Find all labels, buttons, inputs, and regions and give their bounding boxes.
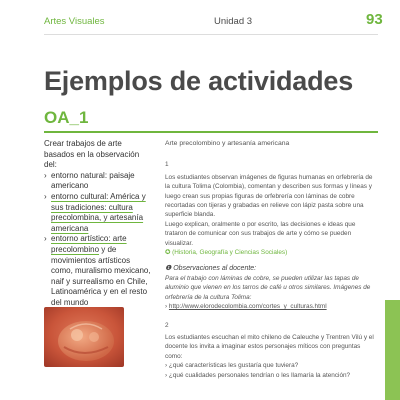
chevron-right-icon: › bbox=[165, 303, 168, 311]
chevron-right-icon: › bbox=[44, 170, 47, 180]
activity-text: Los estudiantes observan imágenes de figuras humanas en orfebrería de la cultura Tolima (Colombia), comentan y describen sus formas y líneas y luego crean sus propias figuras de orfebrería con láminas de cobre recortadas con tijeras y grabadas en relieve con lápiz pasta sobre una superficie blanda. bbox=[165, 173, 373, 219]
header-divider bbox=[44, 34, 378, 35]
copper-figure-photo bbox=[44, 307, 124, 367]
page-number: 93 bbox=[366, 11, 383, 28]
question-item: › ¿qué cualidades personales tendrían o les llamaría la atención? bbox=[165, 371, 351, 379]
objective-column bbox=[44, 139, 152, 309]
crosslink-icon: ✪ bbox=[165, 249, 171, 257]
curriculum-link-ref: ✪ (Historia, Geografía y Ciencias Sociales) bbox=[165, 249, 288, 257]
teacher-notes-heading: ❶ Observaciones al docente: bbox=[165, 265, 257, 273]
objective-item: › entorno cultural: América y sus tradiciones: cultura precolombina, y artesanía americana bbox=[44, 191, 146, 233]
unit-label: Unidad 3 bbox=[214, 16, 253, 27]
teacher-notes-link-row bbox=[165, 302, 377, 311]
objective-intro: Crear trabajos de arte basados en la observación del: bbox=[44, 139, 140, 170]
activity-text: Luego explican, oralmente o por escrito, las decisiones e ideas que trataron de comunicar con sus trabajos de arte y cómo se pueden visualizar. bbox=[165, 220, 356, 247]
page-header bbox=[0, 0, 400, 46]
chevron-right-icon: › bbox=[44, 191, 47, 201]
subject-label: Artes Visuales bbox=[44, 16, 105, 27]
info-icon: ❶ bbox=[165, 265, 172, 273]
objective-item: › entorno natural: paisaje americano bbox=[44, 170, 135, 191]
objective-item: › entorno artístico: arte precolombino y de movimientos artísticos como, muralismo mexicano, naif y surrealismo en Chile, Latinoamérica y en el resto del mundo bbox=[44, 234, 151, 307]
activities-column bbox=[165, 139, 377, 380]
activity-number: 1 bbox=[165, 161, 169, 169]
chevron-right-icon: › bbox=[44, 234, 47, 244]
oa-divider bbox=[44, 131, 378, 133]
side-tab bbox=[385, 300, 400, 400]
chevron-right-icon: › bbox=[165, 371, 168, 379]
page-title: Ejemplos de actividades bbox=[44, 66, 354, 96]
question-item: › ¿qué características les gustaría que tuviera? bbox=[165, 362, 299, 370]
resource-link[interactable]: http://www.elorodecolombia.com/cortes_y_culturas.html bbox=[168, 303, 327, 311]
activity-number: 2 bbox=[165, 321, 169, 329]
teacher-notes-text: Para el trabajo con láminas de cobre, se pueden utilizar las tapas de aluminio que vienen en los tarros de café u otros similares. Imágenes de orfebrería de la cultura Tolima: bbox=[165, 274, 371, 301]
chevron-right-icon: › bbox=[165, 362, 168, 370]
objective-list bbox=[44, 171, 152, 309]
activity-text: Los estudiantes escuchan el mito chileno de Caleuche y Trentren Vilú y el docente los invita a imaginar estos personajes míticos con preguntas como: bbox=[165, 333, 374, 360]
oa-heading: OA_1 bbox=[44, 108, 89, 127]
activities-subheading: Arte precolombino y artesanía americana bbox=[165, 140, 290, 147]
